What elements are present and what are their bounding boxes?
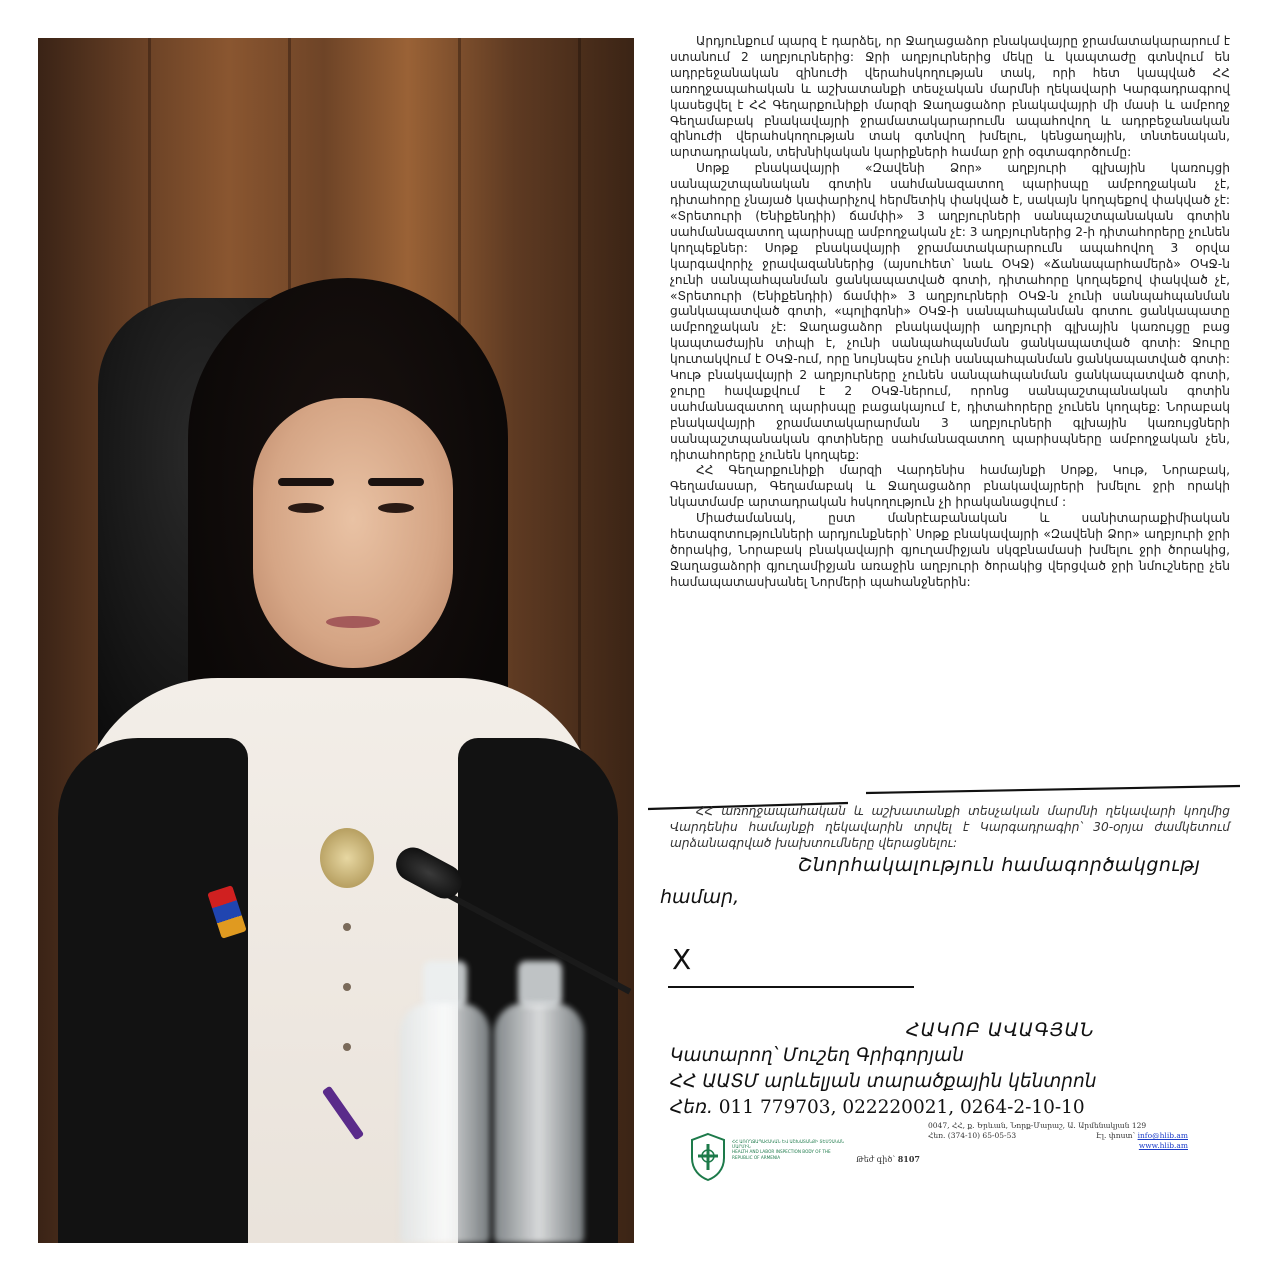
hotline-number: 8107	[897, 1154, 920, 1164]
letter-document	[648, 26, 1248, 1236]
water-bottle	[400, 1003, 490, 1243]
website-row	[928, 1141, 1188, 1151]
inspection-body-logo-icon	[688, 1132, 728, 1182]
thanks-line-2: համար,	[660, 886, 740, 908]
center-line: ՀՀ ԱԱՏՄ արևելյան տարածքային կենտրոն	[670, 1071, 1097, 1092]
executor-line: Կատարող՝ Մուշեղ Գրիգորյան	[670, 1045, 964, 1066]
footer-address	[928, 1121, 1188, 1151]
email-label: Էլ. փոստ՝	[1096, 1131, 1136, 1140]
bottle-cap	[518, 961, 562, 1007]
hotline	[856, 1154, 920, 1164]
signature-line	[668, 986, 914, 988]
eye	[288, 503, 324, 513]
website-link[interactable]: www.hlib.am	[1138, 1141, 1188, 1150]
blouse-button	[343, 923, 351, 931]
paragraph: Սոթք բնակավայրի «Զավենի Ձոր» աղբյուրի գլխային կառույցի սանպաշտպանական գոտին սահմանազատող պարիսպը ամբողջական չէ, դիտահորը չնայած կափարիչով հերմետիկ փակված է, սակայն կողպեքով փակված չէ: «Տրետուրի (Ենիքենդիի) ճամփի» 3 աղբյուրների սանպաշտպանական գոտին սահմանազատող պարիսպը ամբողջական չէ: 3 աղբյուրներից 2-ի դիտահորերը չունեն կողպեքներ: Սոթք բնակավայրի ջրամատակարարումն ապահովող 3 օրվա կարգավորիչ ջրավազաններից (այսուհետ՝ նաև ՕԿՋ) «Ճանապարհամերձ» ՕԿՋ-ն չունի սանպահպանման ցանկապատված գոտի, դիտահորը կողպեքով փակված չէ, «Տրետուրի (Ենիքենդիի) ճամփի» 3 աղբյուրների ՕԿՋ-ն չունի սանպահպանման ցանկապատված գոտի, «պոլիգոնի» ՕԿՋ-ի սանպահպանման գոտու ցանկապատը ամբողջական չէ: Ջաղացաձոր բնակավայրի աղբյուրի գլխային կառույցը բաց կապտաժային տիպի է, չունի սանպահպանման ցանկապատված գոտի: Ջուրը կուտակվում է ՕԿՋ-ում, որը նույնպես չունի սանպահպանման ցանկապատված գոտի: Կութ բնակավայրի 2 աղբյուրները չունեն սանպահպանման ցանկապատված գոտի, ջուրը հավաքվում է 2 ՕԿՋ-ներում, որոնց սանպաշտպանական գոտին սահմանազատող պարիսպը բացակայում է, դիտահորերը չունեն կողպեք: Նորաբակ բնակավայրի ջրամատակարարման 3 աղբյուրների գլխային կառույցների սանպաշտպանական գոտիները սահմանազատող պարիսպները ամբողջական չեն, դիտահորերը չունեն կողպեք:	[670, 161, 1230, 462]
blouse-button	[343, 1043, 351, 1051]
logo-caption-arm: ՀՀ ԱՌՈՂՋԱՊԱՀԱԿԱՆ ԵՎ ԱՇԽԱՏԱՆՔԻ ՏԵՍՉԱԿԱՆ ՄԱՐՄԻՆ	[732, 1139, 845, 1150]
signature-mark: X	[672, 943, 692, 976]
eye	[378, 503, 414, 513]
gold-brooch	[320, 828, 374, 888]
hotline-label: Թեժ գիծ՝	[856, 1155, 896, 1164]
paragraph: ՀՀ Գեղարքունիքի մարզի Վարդենիս համայնքի Սոթք, Կութ, Նորաբակ, Գեղամասար, Գեղամաբակ և Ջաղացաձոր բնակավայրերի խմելու ջրի որակի նկատմամբ արտադրական հսկողություն չի իրականացվում :	[670, 463, 1230, 510]
bottle-cap	[423, 961, 467, 1007]
eyebrow	[368, 478, 424, 486]
paragraph: Արդյունքում պարզ է դարձել, որ Ջաղացաձոր բնակավայրը ջրամատակարարում է ստանում 2 աղբյուրներից: Ջրի աղբյուրներից մեկը և կապտաժը գտնվում են ադրբեջանական զինուժի վերահսկողության տակ, որի հետ կապված ՀՀ առողջապահական և աշխատանքի տեսչական մարմնի ղեկավարի Կարգադրագրով կասեցվել է ՀՀ Գեղարքունիքի մարզի Ջաղացաձոր բնակավայրի մի մասի և ամբողջ Գեղամաբակ բնակավայրի ջրամատակարարումն ապահովող և ադրբեջանական զինուժի վերահսկողության տակ գտնվող խմելու, կենցաղային, տնտեսական, արտադրական, տեխնիկական կարիքների համար ջրի օգտագործումը:	[670, 34, 1230, 160]
phone-label: Հեռ.	[670, 1097, 713, 1118]
address-line: 0047, ՀՀ, ք. Երևան, Նորք-Մարաշ, Ա. Արմենակյան 129	[928, 1121, 1147, 1130]
contact-row	[928, 1131, 1188, 1141]
thanks-line: Շնորհակալություն համագործակցությ	[798, 854, 1201, 876]
email-group	[1096, 1131, 1188, 1141]
phone-line	[670, 1097, 1085, 1118]
paragraph: Միաժամանակ, ըստ մանրէաբանական և սանիտարաքիմիական հետազոտությունների արդյունքների՝ Սոթք բնակավայրի «Զավենի Ձոր» աղբյուրի ջրի ծորակից, Նորաբակ բնակավայրի գյուղամիջյան սկզբնամասի խմելու ջրի ծորակից, Ջաղացաձորի գյուղամիջյան առաջին աղբյուրի ծորակից վերցված ջրի նմուշները չեն համապատասխանել Նորմերի պահանջներին:	[670, 511, 1230, 589]
logo-caption-eng: HEALTH AND LABOR INSPECTION BODY OF THE REPUBLIC OF ARMENIA	[732, 1149, 831, 1160]
portrait-photo	[38, 38, 634, 1243]
phone-numbers: 011 779703, 022220021, 0264-2-10-10	[718, 1097, 1085, 1118]
eyebrow	[278, 478, 334, 486]
order-paragraph: ՀՀ առողջապահական և աշխատանքի տեսչական մարմնի ղեկավարի կողմից Վարդենիս համայնքի ղեկավարին տրվել է Կարգադրագիր՝ 30-օրյա ժամկետում արձանագրված խախտումները վերացնելու:	[670, 804, 1230, 850]
logo-caption	[732, 1139, 852, 1160]
signer-name: ՀԱԿՈԲ ԱՎԱԳՅԱՆ	[906, 1019, 1095, 1041]
lips	[326, 616, 380, 628]
water-bottle	[494, 1003, 584, 1243]
letter-body	[670, 34, 1230, 591]
blouse-button	[343, 983, 351, 991]
black-vest-left	[58, 738, 248, 1243]
email-link[interactable]: info@hlib.am	[1137, 1131, 1188, 1140]
footer-phone: Հեռ. (374-10) 65-05-53	[928, 1131, 1017, 1140]
